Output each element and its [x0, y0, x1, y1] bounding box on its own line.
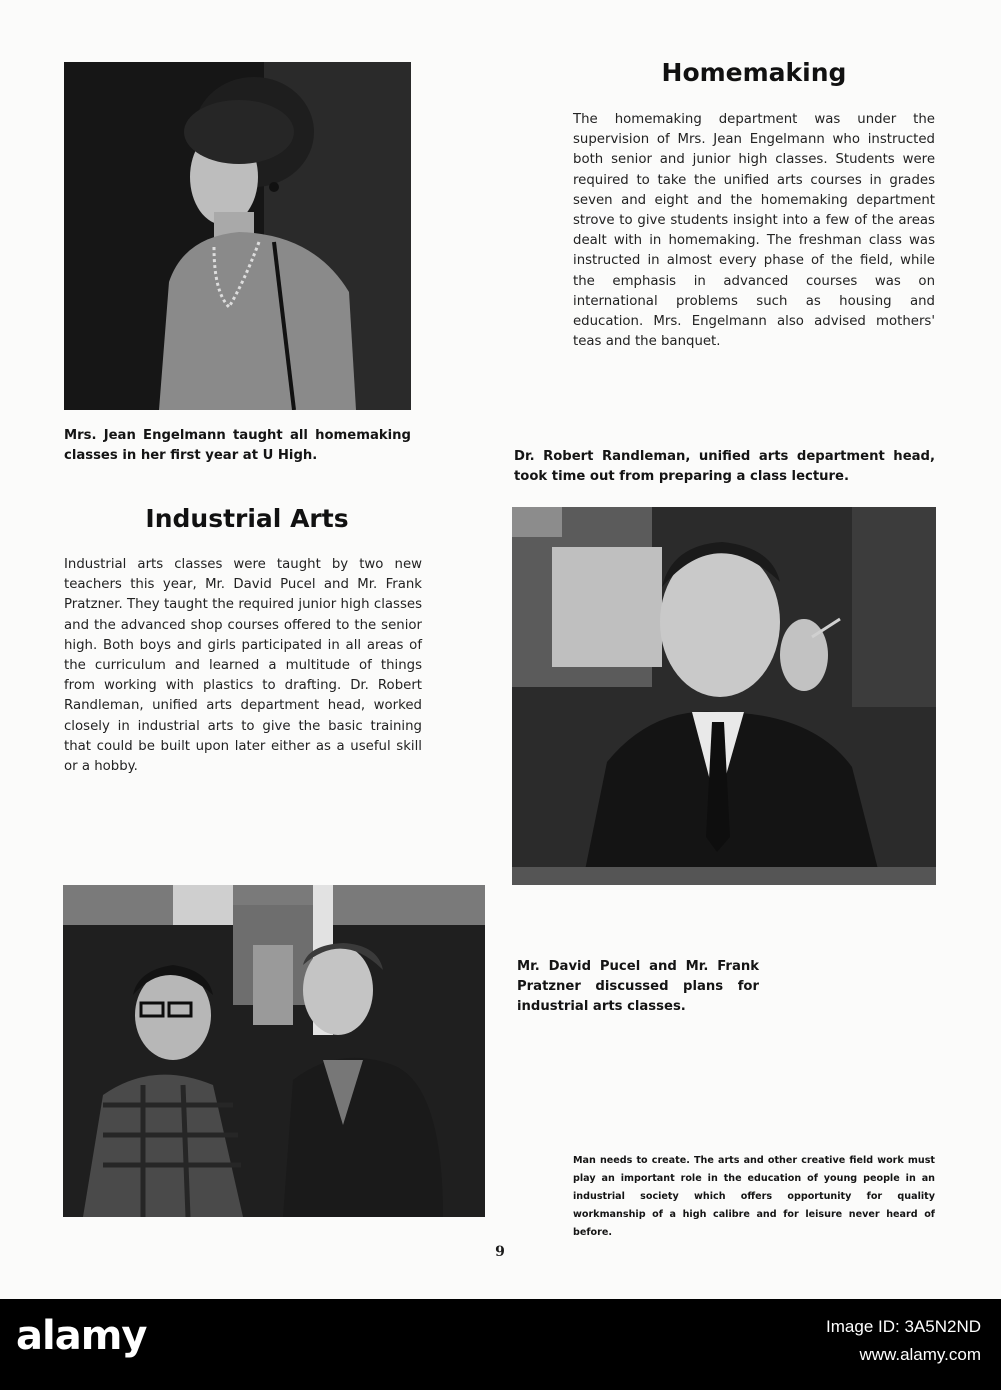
- homemaking-body: The homemaking department was under the supervision of Mrs. Jean Engelmann who instructed both senior and junior high classes. Students were required to take the unified arts courses in grades seven and eight and the homemaking department strove to give students insight into a few of the areas dealt with in homemaking. The freshman class was instructed in almost every phase of the field, while the emphasis in advanced courses was on international problems such as housing and education. Mrs. Engelmann also advised mothers' teas and the banquet.: [573, 112, 935, 350]
- photo-engelmann: [64, 62, 411, 410]
- page-number: 9: [495, 1244, 505, 1260]
- caption-randleman: Dr. Robert Randleman, unified arts department head, took time out from preparing a class lecture.: [514, 449, 935, 484]
- caption-engelmann: Mrs. Jean Engelmann taught all homemaking classes in her first year at U High.: [64, 428, 411, 463]
- industrial-arts-body: Industrial arts classes were taught by two new teachers this year, Mr. David Pucel and Mr. Frank Pratzner. They taught the required junior high classes and the advanced shop courses offered to the senior high. Both boys and girls participated in all areas of the curriculum and learned a multitude of things from working with plastics to drafting. Dr. Robert Randleman, unified arts department head, worked closely in industrial arts to give the basic training that could be built upon later either as a useful skill or a hobby.: [64, 557, 422, 775]
- heading-homemaking: Homemaking: [661, 58, 847, 87]
- image-id: Image ID: 3A5N2ND: [826, 1317, 981, 1336]
- stock-footer: [0, 1299, 1001, 1390]
- alamy-logo: alamy: [16, 1313, 147, 1359]
- photo-pucel-pratzner: [63, 885, 485, 1217]
- quote-block: Man needs to create. The arts and other creative field work must play an important role in the education of young people in an industrial society which offers opportunity for quality workmanship of a high calibre and for leisure never heard of before.: [573, 1155, 935, 1238]
- footer-url: www.alamy.com: [859, 1345, 981, 1364]
- caption-pucel-pratzner: Mr. David Pucel and Mr. Frank Pratzner discussed plans for industrial arts classes.: [517, 959, 759, 1014]
- heading-industrial-arts: Industrial Arts: [145, 504, 349, 533]
- photo-randleman: [512, 507, 936, 885]
